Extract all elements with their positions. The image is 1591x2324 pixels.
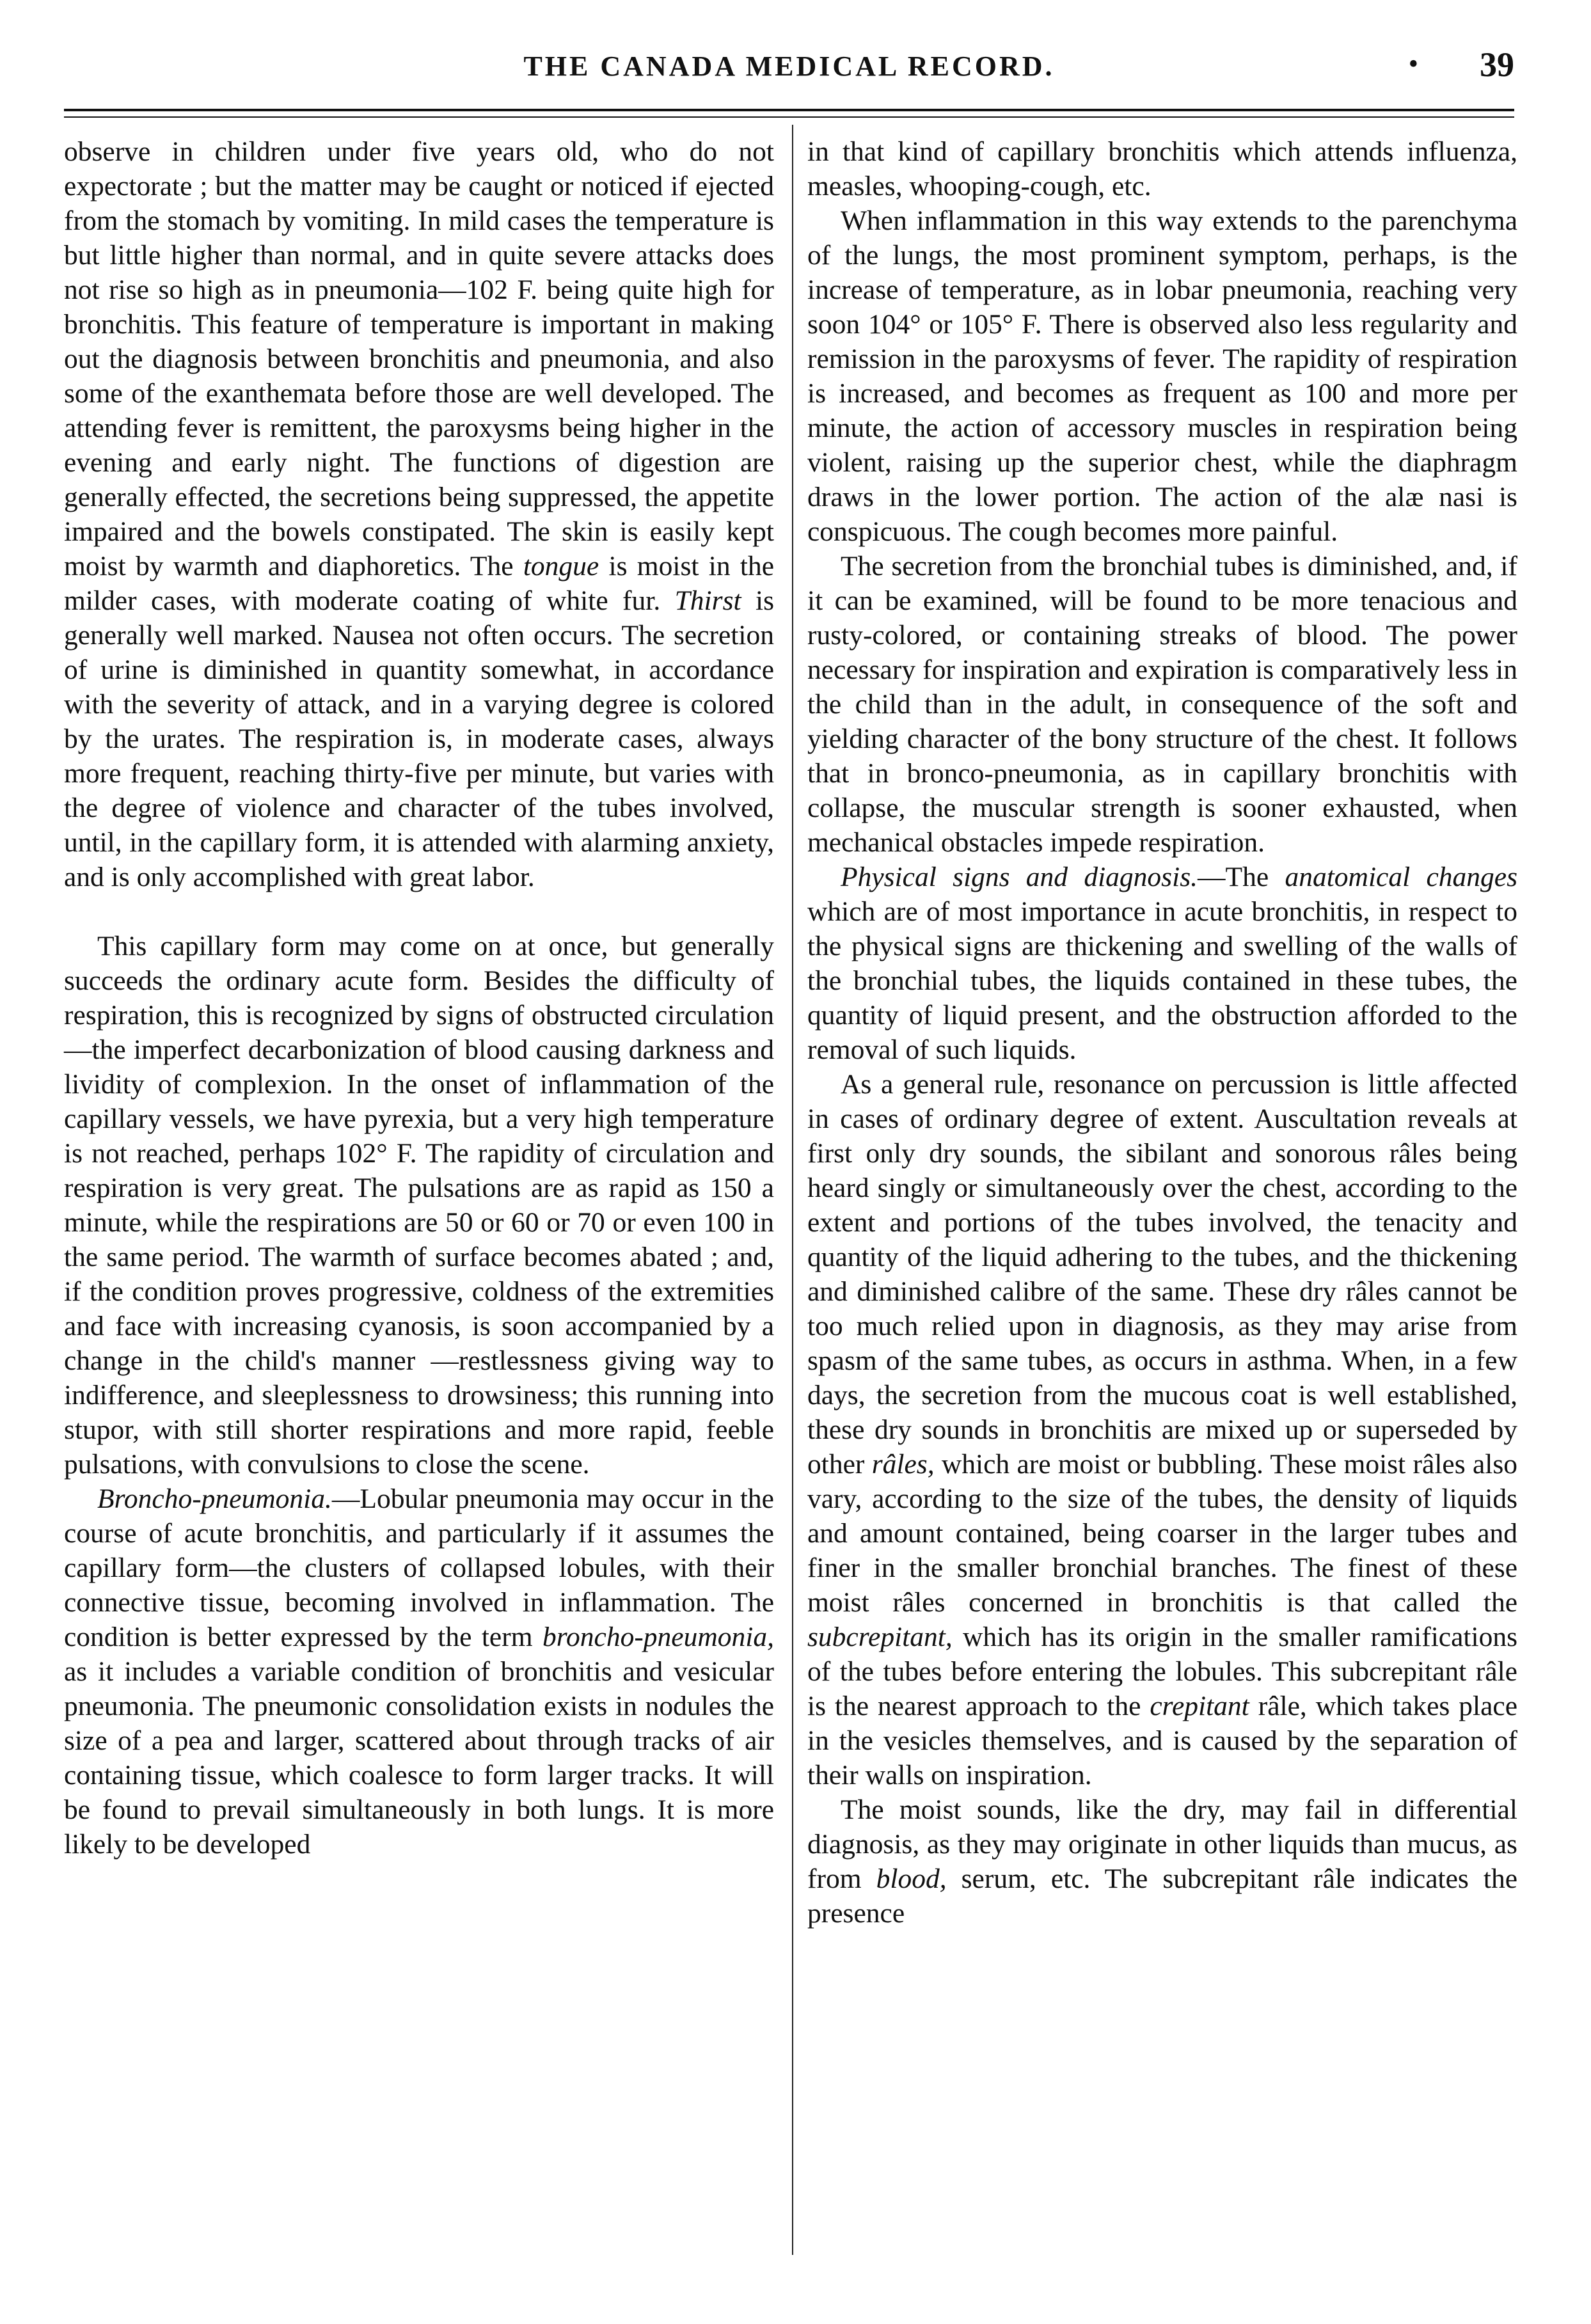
text: —The — [1198, 862, 1269, 892]
paragraph: When inflammation in this way extends to the parenchyma of the lungs, the most prominent symptom, perhaps, is the increase of temperature, as in lobar pneumonia, reaching very soon 104° or 105° F. There is observed also less regularity and remission in the paroxysms of fever. The rapidity of respiration is increased, and becomes as frequent as 100 and more per minute, the action of accessory muscles in respiration being violent, raising up the superior chest, while the diaphragm draws in the lower portion. The action of the alæ nasi is conspicuous. The cough becomes more painful. — [807, 205, 1517, 547]
paragraph — [807, 860, 1517, 1067]
paragraph — [64, 1482, 774, 1862]
text: râle, which takes place in the vesicles themselves, and is caused by the separation of their walls on inspiration. — [807, 1691, 1518, 1790]
paragraph: in that kind of capillary bronchitis which attends influenza, measles, whooping-cough, etc. — [807, 136, 1517, 202]
page-number: 39 — [1480, 45, 1514, 84]
journal-title: THE CANADA MEDICAL RECORD. — [523, 51, 1055, 82]
italic-term: broncho-pneumonia, — [542, 1622, 774, 1652]
left-column — [64, 134, 774, 1862]
text: —Lobular pneumonia may occur in the course of acute bronchitis, and particularly if it assumes the capillary form—the clusters of collapsed lobules, with their connective tissue, becoming involved in inflammation. The condition is better expressed by the term — [64, 1483, 774, 1652]
section-heading: Physical signs and diagnosis. — [841, 862, 1198, 892]
text: which are of most importance in acute bronchitis, in respect to the physical signs are thickening and swelling of the walls of the bronchial tubes, the liquids contained in these tubes, the quantity of liquid present, and the obstruction afforded to the removal of such liquids. — [807, 896, 1517, 1065]
italic-term: anatomical changes — [1285, 862, 1517, 892]
italic-term: Thirst — [674, 585, 741, 616]
column-divider — [792, 125, 793, 2255]
header-rule-thin — [64, 116, 1514, 118]
paragraph — [64, 134, 774, 894]
text: The moist sounds, like the dry, may fail in differential diagnosis, as they may originate in other liquids than mucus, as from — [807, 1794, 1517, 1894]
text: is generally well marked. Nausea not often occurs. The secretion of urine is diminished in quantity somewhat, in accordance with the severity of attack, and in a varying degree is colored by the urates. The respiration is, in moderate cases, always more frequent, reaching thirty-five per minute, but varies with the degree of violence and character of the tubes involved, until, in the capillary form, it is attended with alarming anxiety, and is only accomplished with great labor. — [64, 585, 774, 892]
text: as it includes a variable condition of bronchitis and vesicular pneumonia. The pneumonic consolidation exists in nodules the size of a pea and larger, scattered about through tracks of air containing tissue, which coalesce to form larger tracks. It will be found to prevail simultaneously in both lungs. It is more likely to be developed — [64, 1656, 774, 1860]
text: which has its origin in the smaller ramifications of the tubes before entering the lobules. This subcrepitant râle is the nearest approach to the — [807, 1622, 1517, 1721]
right-column — [807, 134, 1517, 1931]
paragraph: The secretion from the bronchial tubes is diminished, and, if it can be examined, will be found to be more tenacious and rusty-colored, or containing streaks of blood. The power necessary for inspiration and expiration is comparatively less in the child than in the adult, in consequence of the soft and yielding character of the bony structure of the chest. It follows that in bronco-pneumonia, as in capillary bronchitis with collapse, the muscular strength is sooner exhausted, when mechanical obstacles impede respiration. — [807, 551, 1517, 858]
italic-term: blood, — [876, 1863, 947, 1894]
italic-term: tongue — [523, 551, 599, 581]
section-heading: Broncho-pneumonia. — [97, 1483, 332, 1514]
text: is moist in the milder cases, with moderate coating of white fur. — [64, 551, 775, 616]
text: serum, etc. The subcrepitant râle indicates the presence — [807, 1863, 1518, 1929]
text: which are moist or bubbling. These moist râles also vary, according to the size of the tubes, the density of liquids and amount contained, being coarser in the larger tubes and finer in the smaller bronchial branches. The finest of these moist râles concerned in bronchitis is that called the — [807, 1449, 1518, 1618]
text: As a general rule, resonance on percussion is little affected in cases of ordinary degree of extent. Auscultation reveals at first only dry sounds, the sibilant and sonorous râles being heard singly or simultaneously over the chest, according to the extent and portions of the tubes involved, the tenacity and quantity of the liquid adhering to the tubes, and the thickening and diminished calibre of the same. These dry râles cannot be too much relied upon in diagnosis, as they may arise from spasm of the same tubes, as occurs in asthma. When, in a few days, the secretion from the mucous coat is well established, these dry sounds in bronchitis are mixed up or superseded by other — [807, 1069, 1517, 1480]
header-separator: • — [1408, 48, 1418, 79]
header-rule-thick — [64, 109, 1514, 111]
text: observe in children under five years old, who do not expectorate ; but the matter may be caught or noticed if ejected from the stomach by vomiting. In mild cases the temperature is but little higher than normal, and in quite severe attacks does not rise so high as in pneumonia—102 F. being quite high for bronchitis. This feature of temperature is important in making out the diagnosis between bronchitis and pneumonia, and also some of the exanthemata before those are well developed. The attending fever is remittent, the paroxysms being higher in the evening and early night. The functions of digestion are generally effected, the secretions being suppressed, the appetite impaired and the bowels constipated. The skin is easily kept moist by warmth and diaphoretics. The — [64, 136, 774, 581]
italic-term: râles, — [871, 1449, 935, 1480]
italic-term: subcrepitant, — [807, 1622, 953, 1652]
running-head — [64, 45, 1514, 96]
paragraph — [807, 1792, 1517, 1931]
italic-term: crepitant — [1150, 1691, 1249, 1721]
paragraph — [807, 1067, 1517, 1792]
paragraph: This capillary form may come on at once, but generally succeeds the ordinary acute form. Besides the difficulty of respiration, this is recognized by signs of obstructed circulation—the imperfect decarbonization of blood causing darkness and lividity of complexion. In the onset of inflammation of the capillary vessels, we have pyrexia, but a very high temperature is not reached, perhaps 102° F. The rapidity of circulation and respiration is very great. The pulsations are as rapid as 150 a minute, while the respirations are 50 or 60 or 70 or even 100 in the same period. The warmth of surface becomes abated ; and, if the condition proves progressive, coldness of the extremities and face with increasing cyanosis, is soon accompanied by a change in the child's manner —restlessness giving way to indifference, and sleeplessness to drowsiness; this running into stupor, with still shorter respirations and more rapid, feeble pulsations, with convulsions to close the scene. — [64, 931, 774, 1480]
